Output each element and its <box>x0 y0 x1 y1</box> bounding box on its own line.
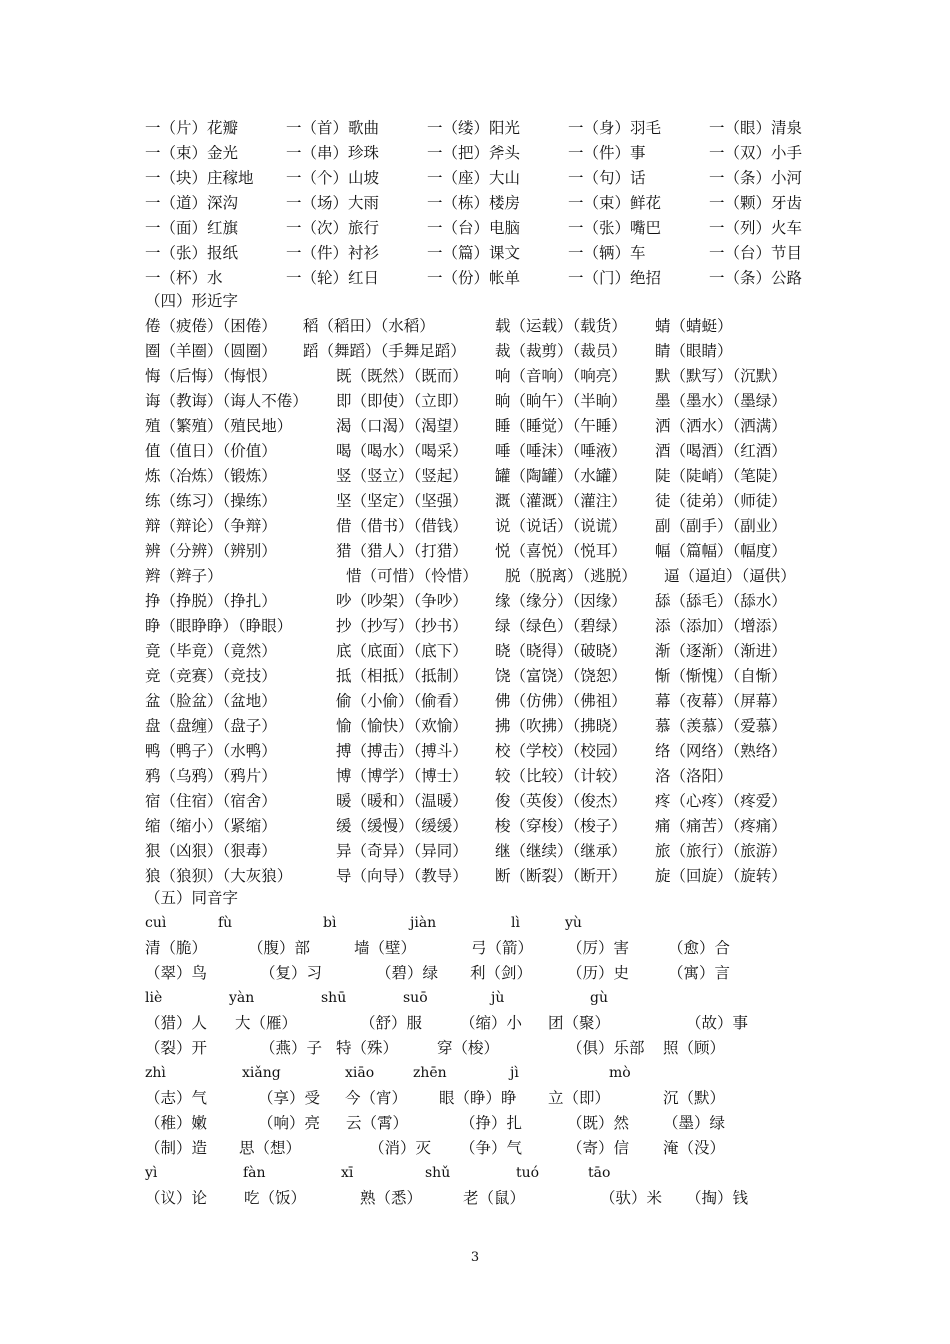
measure-word-item: 一（轮）红日 <box>286 269 380 287</box>
homophone-item: 特（殊） <box>336 1039 399 1057</box>
measure-word-item: 一（面）红旗 <box>145 219 239 237</box>
homophone-item: （消）灭 <box>369 1139 432 1157</box>
similar-chars-item: 猎（猎人）（打猎） <box>336 542 468 560</box>
similar-chars-item: 幅（篇幅）（幅度） <box>655 542 787 560</box>
homophone-item: 大（雁） <box>235 1014 298 1032</box>
homophone-item: （故）事 <box>686 1014 749 1032</box>
similar-chars-item: 抄（抄写）（抄书） <box>336 617 468 635</box>
measure-word-item: 一（张）嘴巴 <box>568 219 662 237</box>
measure-word-item: 一（台）节目 <box>709 244 803 262</box>
homophone-item: 老（鼠） <box>463 1189 526 1207</box>
measure-word-item: 一（篇）课文 <box>427 244 521 262</box>
measure-word-item: 一（栋）楼房 <box>427 194 521 212</box>
similar-chars-item: 罐（陶罐）（水罐） <box>495 467 627 485</box>
homophone-item: 清（脆） <box>145 939 208 957</box>
similar-chars-item: 借（借书）（借钱） <box>336 517 468 535</box>
homophone-item: （议）论 <box>145 1189 208 1207</box>
similar-chars-item: 渴（口渴）（渴望） <box>336 417 468 435</box>
similar-chars-item: 辨（分辨）（辨别） <box>145 542 277 560</box>
similar-chars-item: 校（学校）（校园） <box>495 742 627 760</box>
similar-chars-item: 逼（逼迫）（逼供） <box>664 567 796 585</box>
pinyin-label: fàn <box>243 1165 266 1181</box>
homophone-item: （燕）子 <box>260 1039 323 1057</box>
homophone-item: （翠）鸟 <box>145 964 208 982</box>
similar-chars-item: 溉（灌溉）（灌注） <box>495 492 627 510</box>
pinyin-label: shū <box>321 990 347 1006</box>
similar-chars-item: 异（奇异）（异同） <box>336 842 468 860</box>
homophone-item: （厉）害 <box>567 939 630 957</box>
measure-word-item: 一（份）帐单 <box>427 269 521 287</box>
measure-word-item: 一（束）金光 <box>145 144 239 162</box>
similar-chars-item: 墨（墨水）（墨绿） <box>655 392 787 410</box>
similar-chars-item: 悔（后悔）（悔恨） <box>145 367 277 385</box>
pinyin-label: jì <box>510 1065 519 1081</box>
section-heading-homophones: （五）同音字 <box>145 889 239 907</box>
pinyin-label: jù <box>491 990 505 1006</box>
similar-chars-item: 坚（坚定）（坚强） <box>336 492 468 510</box>
pinyin-label: zhēn <box>413 1065 447 1081</box>
similar-chars-item: 惭（惭愧）（自惭） <box>655 667 787 685</box>
similar-chars-item: 缩（缩小）（紧缩） <box>145 817 277 835</box>
homophone-item: （志）气 <box>145 1089 208 1107</box>
similar-chars-item: 梭（穿梭）（梭子） <box>495 817 627 835</box>
pinyin-label: xiāo <box>345 1065 375 1081</box>
similar-chars-item: 辫（辫子） <box>145 567 223 585</box>
homophone-item: （历）史 <box>567 964 630 982</box>
similar-chars-item: 舔（舔毛）（舔水） <box>655 592 787 610</box>
similar-chars-item: 慕（羡慕）（爱慕） <box>655 717 787 735</box>
homophone-item: （既）然 <box>567 1114 630 1132</box>
pinyin-label: zhì <box>145 1065 166 1081</box>
measure-word-item: 一（座）大山 <box>427 169 521 187</box>
similar-chars-item: 旅（旅行）（旅游） <box>655 842 787 860</box>
measure-word-item: 一（首）歌曲 <box>286 119 380 137</box>
homophone-item: 吃（饭） <box>244 1189 307 1207</box>
similar-chars-item: 佛（仿佛）（佛祖） <box>495 692 627 710</box>
similar-chars-item: 偷（小偷）（偷看） <box>336 692 468 710</box>
similar-chars-item: 断（断裂）（断开） <box>495 867 627 885</box>
pinyin-label: lì <box>511 915 520 931</box>
similar-chars-item: 络（网络）（熟络） <box>655 742 787 760</box>
pinyin-label: bì <box>323 915 337 931</box>
similar-chars-item: 俊（英俊）（俊杰） <box>495 792 627 810</box>
section-heading-similar-chars: （四）形近字 <box>145 292 239 310</box>
measure-word-item: 一（串）珍珠 <box>286 144 380 162</box>
homophone-item: （响）亮 <box>258 1114 321 1132</box>
similar-chars-item: 导（向导）（教导） <box>336 867 468 885</box>
pinyin-label: cuì <box>145 915 167 931</box>
similar-chars-item: 较（比较）（计较） <box>495 767 627 785</box>
measure-word-item: 一（颗）牙齿 <box>709 194 803 212</box>
similar-chars-item: 抵（相抵）（抵制） <box>336 667 468 685</box>
similar-chars-item: 晌（晌午）（半晌） <box>495 392 627 410</box>
pinyin-label: liè <box>145 990 163 1006</box>
homophone-item: 思（想） <box>239 1139 302 1157</box>
pinyin-label: yì <box>145 1165 158 1181</box>
similar-chars-item: 挣（挣脱）（挣扎） <box>145 592 277 610</box>
similar-chars-item: 说（说话）（说谎） <box>495 517 627 535</box>
similar-chars-item: 暖（暖和）（温暖） <box>336 792 468 810</box>
similar-chars-item: 鸭（鸭子）（水鸭） <box>145 742 277 760</box>
similar-chars-item: 诲（教诲）（诲人不倦） <box>145 392 308 410</box>
homophone-item: （驮）米 <box>600 1189 663 1207</box>
measure-word-item: 一（杯）水 <box>145 269 223 287</box>
measure-word-item: 一（件）衬衫 <box>286 244 380 262</box>
homophone-item: 利（剑） <box>470 964 533 982</box>
similar-chars-item: 值（值日）（价值） <box>145 442 277 460</box>
similar-chars-item: 辩（辩论）（争辩） <box>145 517 277 535</box>
homophone-item: 穿（梭） <box>437 1039 500 1057</box>
homophone-item: 云（霄） <box>346 1114 409 1132</box>
similar-chars-item: 蹈（舞蹈）（手舞足蹈） <box>303 342 466 360</box>
similar-chars-item: 稻（稻田）（水稻） <box>303 317 435 335</box>
similar-chars-item: 睛（眼睛） <box>655 342 733 360</box>
similar-chars-item: 倦（疲倦）（困倦） <box>145 317 277 335</box>
similar-chars-item: 洛（洛阳） <box>655 767 733 785</box>
similar-chars-item: 竞（竞赛）（竞技） <box>145 667 277 685</box>
measure-word-item: 一（条）小河 <box>709 169 803 187</box>
similar-chars-item: 底（底面）（底下） <box>336 642 468 660</box>
pinyin-label: tāo <box>588 1165 611 1181</box>
homophone-item: 墙（壁） <box>354 939 417 957</box>
homophone-item: 淹（没） <box>663 1139 726 1157</box>
measure-word-item: 一（门）绝招 <box>568 269 662 287</box>
similar-chars-item: 渐（逐渐）（渐进） <box>655 642 787 660</box>
measure-word-item: 一（条）公路 <box>709 269 803 287</box>
similar-chars-item: 晓（晓得）（破晓） <box>495 642 627 660</box>
similar-chars-item: 睁（眼睁睁）（睁眼） <box>145 617 293 635</box>
similar-chars-item: 搏（搏击）（搏斗） <box>336 742 468 760</box>
homophone-item: （腹）部 <box>248 939 311 957</box>
homophone-item: 眼（睁）睁 <box>439 1089 517 1107</box>
measure-word-item: 一（个）山坡 <box>286 169 380 187</box>
similar-chars-item: 酒（喝酒）（红酒） <box>655 442 787 460</box>
measure-word-item: 一（片）花瓣 <box>145 119 239 137</box>
similar-chars-item: 宿（住宿）（宿舍） <box>145 792 277 810</box>
similar-chars-item: 脱（脱离）（逃脱） <box>505 567 637 585</box>
similar-chars-item: 响（音响）（响亮） <box>495 367 627 385</box>
similar-chars-item: 即（即使）（立即） <box>336 392 468 410</box>
homophone-item: 沉（默） <box>663 1089 726 1107</box>
similar-chars-item: 陡（陡峭）（笔陡） <box>655 467 787 485</box>
similar-chars-item: 惜（可惜）（怜惜） <box>346 567 478 585</box>
homophone-item: （舒）服 <box>360 1014 423 1032</box>
similar-chars-item: 缘（缘分）（因缘） <box>495 592 627 610</box>
similar-chars-item: 旋（回旋）（旋转） <box>655 867 787 885</box>
similar-chars-item: 拂（吹拂）（拂晓） <box>495 717 627 735</box>
pinyin-label: shǔ <box>425 1165 451 1181</box>
similar-chars-item: 痛（痛苦）（疼痛） <box>655 817 787 835</box>
similar-chars-item: 饶（富饶）（饶恕） <box>495 667 627 685</box>
homophone-item: 熟（悉） <box>360 1189 423 1207</box>
similar-chars-item: 悦（喜悦）（悦耳） <box>495 542 627 560</box>
similar-chars-item: 绿（绿色）（碧绿） <box>495 617 627 635</box>
homophone-item: （碧）绿 <box>376 964 439 982</box>
similar-chars-item: 殖（繁殖）（殖民地） <box>145 417 293 435</box>
measure-word-item: 一（场）大雨 <box>286 194 380 212</box>
similar-chars-item: 洒（洒水）（洒满） <box>655 417 787 435</box>
similar-chars-item: 盘（盘缠）（盘子） <box>145 717 277 735</box>
measure-word-item: 一（件）事 <box>568 144 646 162</box>
similar-chars-item: 博（博学）（博士） <box>336 767 468 785</box>
measure-word-item: 一（身）羽毛 <box>568 119 662 137</box>
similar-chars-item: 载（运载）（载货） <box>495 317 627 335</box>
measure-word-item: 一（道）深沟 <box>145 194 239 212</box>
homophone-item: （稚）嫩 <box>145 1114 208 1132</box>
pinyin-label: yù <box>565 915 582 931</box>
pinyin-label: fù <box>218 915 233 931</box>
homophone-item: 照（顾） <box>663 1039 726 1057</box>
homophone-item: 今（宵） <box>345 1089 408 1107</box>
similar-chars-item: 练（练习）（操练） <box>145 492 277 510</box>
pinyin-label: xiǎng <box>242 1065 281 1081</box>
measure-word-item: 一（束）鲜花 <box>568 194 662 212</box>
homophone-item: （裂）开 <box>145 1039 208 1057</box>
similar-chars-item: 愉（愉快）（欢愉） <box>336 717 468 735</box>
similar-chars-item: 睡（睡觉）（午睡） <box>495 417 627 435</box>
similar-chars-item: 鸦（乌鸦）（鸦片） <box>145 767 277 785</box>
homophone-item: （猎）人 <box>145 1014 208 1032</box>
homophone-item: （寓）言 <box>668 964 731 982</box>
measure-word-item: 一（缕）阳光 <box>427 119 521 137</box>
similar-chars-item: 裁（裁剪）（裁员） <box>495 342 627 360</box>
measure-word-item: 一（眼）清泉 <box>709 119 803 137</box>
similar-chars-item: 副（副手）（副业） <box>655 517 787 535</box>
measure-word-item: 一（句）话 <box>568 169 646 187</box>
similar-chars-item: 继（继续）（继承） <box>495 842 627 860</box>
homophone-item: （寄）信 <box>567 1139 630 1157</box>
homophone-item: （挣）扎 <box>460 1114 523 1132</box>
similar-chars-item: 添（添加）（增添） <box>655 617 787 635</box>
similar-chars-item: 竖（竖立）（竖起） <box>336 467 468 485</box>
pinyin-label: jiàn <box>410 915 437 931</box>
similar-chars-item: 唾（唾沫）（唾液） <box>495 442 627 460</box>
homophone-item: （掏）钱 <box>686 1189 749 1207</box>
similar-chars-item: 蜻（蜻蜓） <box>655 317 733 335</box>
homophone-item: （愈）合 <box>668 939 731 957</box>
similar-chars-item: 幕（夜幕）（屏幕） <box>655 692 787 710</box>
similar-chars-item: 徒（徒弟）（师徒） <box>655 492 787 510</box>
similar-chars-item: 狼（狼狈）（大灰狼） <box>145 867 293 885</box>
similar-chars-item: 默（默写）（沉默） <box>655 367 787 385</box>
homophone-item: （墨）绿 <box>663 1114 726 1132</box>
similar-chars-item: 缓（缓慢）（缓缓） <box>336 817 468 835</box>
measure-word-item: 一（把）斧头 <box>427 144 521 162</box>
homophone-item: （争）气 <box>460 1139 523 1157</box>
homophone-item: （俱）乐部 <box>567 1039 645 1057</box>
homophone-item: （制）造 <box>145 1139 208 1157</box>
similar-chars-item: 盆（脸盆）（盆地） <box>145 692 277 710</box>
similar-chars-item: 竟（毕竟）（竟然） <box>145 642 277 660</box>
pinyin-label: xī <box>341 1165 354 1181</box>
pinyin-label: mò <box>609 1065 631 1081</box>
measure-word-item: 一（次）旅行 <box>286 219 380 237</box>
similar-chars-item: 既（既然）（既而） <box>336 367 468 385</box>
similar-chars-item: 炼（冶炼）（锻炼） <box>145 467 277 485</box>
homophone-item: 弓（箭） <box>471 939 534 957</box>
measure-word-item: 一（台）电脑 <box>427 219 521 237</box>
similar-chars-item: 吵（吵架）（争吵） <box>336 592 468 610</box>
homophone-item: 团（聚） <box>548 1014 611 1032</box>
similar-chars-item: 疼（心疼）（疼爱） <box>655 792 787 810</box>
homophone-item: （复）习 <box>260 964 323 982</box>
pinyin-label: tuó <box>516 1165 540 1181</box>
homophone-item: （缩）小 <box>460 1014 523 1032</box>
similar-chars-item: 狠（凶狠）（狠毒） <box>145 842 277 860</box>
homophone-item: （享）受 <box>258 1089 321 1107</box>
measure-word-item: 一（块）庄稼地 <box>145 169 254 187</box>
measure-word-item: 一（张）报纸 <box>145 244 239 262</box>
measure-word-item: 一（辆）车 <box>568 244 646 262</box>
similar-chars-item: 喝（喝水）（喝采） <box>336 442 468 460</box>
page-number: 3 <box>470 1250 480 1265</box>
pinyin-label: gù <box>590 990 608 1006</box>
homophone-item: 立（即） <box>548 1089 611 1107</box>
pinyin-label: yàn <box>229 990 255 1006</box>
similar-chars-item: 圈（羊圈）（圆圈） <box>145 342 277 360</box>
pinyin-label: suō <box>403 990 428 1006</box>
measure-word-item: 一（双）小手 <box>709 144 803 162</box>
measure-word-item: 一（列）火车 <box>709 219 803 237</box>
